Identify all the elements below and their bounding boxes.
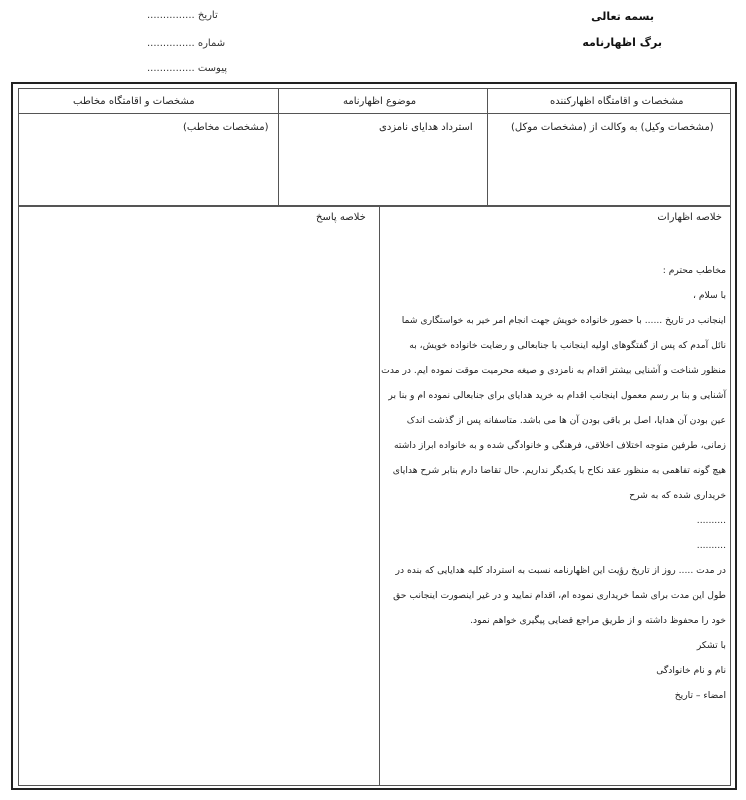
header-cell-mokhatab: مشخصات و اقامتگاه مخاطب xyxy=(73,96,195,107)
statement-line: در مدت ..... روز از تاریخ رؤیت این اظهارنامه نسبت به استرداد کلیه هدایایی که بنده در xyxy=(395,565,726,576)
statement-line: خود را محفوظ داشته و از طریق مراجع قضایی پیگیری خواهم نمود. xyxy=(470,615,726,626)
form-title: برگ اظهارنامه xyxy=(582,36,662,49)
statement-line: مخاطب محترم : xyxy=(662,265,726,276)
statement-line: نام و نام خانوادگی xyxy=(656,665,726,676)
statement-line: هیچ گونه تفاهمی به منظور عقد نکاح با یکدیگر نداریم. حال تقاضا دارم بنابر شرح هدایای xyxy=(392,465,726,476)
statement-line: طول این مدت برای شما خریداری نموده ام، اقدام نمایید و در غیر اینصورت اینجانب حق xyxy=(393,590,726,601)
statement-line: .......... xyxy=(696,515,726,526)
statement-line: عین بودن آن هدایا، اصل بر باقی بودن آن ها می باشد. متاسفانه پس از گذشت اندک xyxy=(406,415,726,426)
attachment-label: پیوست ............... xyxy=(147,63,228,74)
statement-line: خریداری شده که به شرح xyxy=(629,490,726,501)
number-label: شماره ............... xyxy=(147,38,226,49)
statement-line: زمانی، طرفین متوجه اختلاف اخلاقی، فرهنگی و خانوادگی شده و به خانواده ابراز داشته xyxy=(393,440,726,451)
header-cell-subject: موضوع اظهارنامه xyxy=(343,96,417,107)
basmala-title: بسمه تعالی xyxy=(591,10,654,23)
date-label: تاریخ ............... xyxy=(147,10,218,21)
statement-line: نائل آمدم که پس از گفتگوهای اولیه اینجانب با جنابعالی و رضایت خانواده خویش، به xyxy=(409,340,726,351)
response-title: خلاصه پاسخ xyxy=(316,212,366,223)
statement-line: با تشکر xyxy=(696,640,726,651)
cell-declarant: (مشخصات وکیل) به وکالت از (مشخصات موکل) xyxy=(511,122,714,133)
statement-line: آشنایی و بنا بر رسم معمول اینجانب اقدام به خرید هدایای برای جنابعالی نموده ام و بنا بر xyxy=(388,390,726,401)
statement-line: اینجانب در تاریخ ...... با حضور خانواده خویش جهت انجام امر خیر به خواستگاری شما xyxy=(401,315,726,326)
statement-line: منظور شناخت و آشنایی بیشتر اقدام به نامزدی و صیغه محرمیت موقت نموده ایم. در مدت xyxy=(381,365,726,376)
declaration-form xyxy=(11,82,737,790)
cell-mokhatab: (مشخصات مخاطب) xyxy=(183,122,269,133)
statement-line: با سلام ، xyxy=(692,290,726,301)
header-cell-declarant: مشخصات و اقامتگاه اظهارکننده xyxy=(550,96,684,107)
cell-subject: استرداد هدایای نامزدی xyxy=(379,122,473,133)
statement-line: امضاء – تاریخ xyxy=(674,690,726,701)
statement-title: خلاصه اظهارات xyxy=(657,212,722,223)
statement-line: .......... xyxy=(696,540,726,551)
